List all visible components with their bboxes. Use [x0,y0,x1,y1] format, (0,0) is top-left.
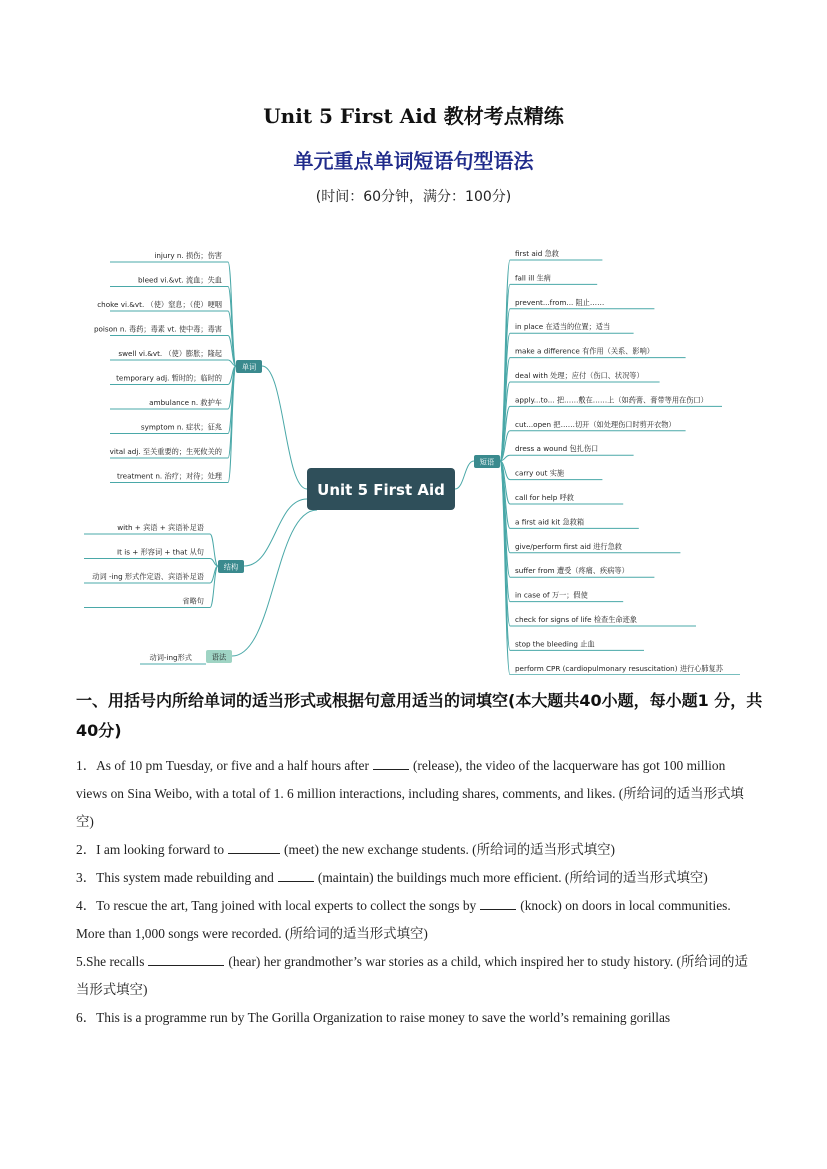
mind-map-word-node: injury n. 损伤；伤害 [154,251,222,260]
mind-map-structure-node: with + 宾语 + 宾语补足语 [117,523,204,532]
mind-map-phrase-node: call for help 呼救 [515,493,574,502]
mind-map-phrase-node: make a difference 有作用（关系、影响） [515,346,654,356]
mind-map-phrase-node: apply...to... 把……敷在……上（如药膏、膏带等用在伤口） [515,395,708,405]
mind-map-phrase-node: stop the bleeding 止血 [515,639,595,649]
answer-blank[interactable] [480,895,516,910]
mind-map-grammar-node: 动词-ing形式 [149,653,192,662]
mind-map-structure-node: 动词 -ing 形式作定语、宾语补足语 [92,572,204,581]
mind-map-word-node: swell vi.&vt. （使）膨胀；隆起 [118,349,222,358]
mind-map-word-node: symptom n. 症状；征兆 [140,422,222,432]
branch-label-words-text: 单词 [241,362,257,372]
mind-map [0,230,827,675]
mind-map-phrase-node: fall ill 生病 [515,273,551,283]
branch-label-phrases-text: 短语 [479,457,495,467]
mind-map-phrase-node: carry out 实施 [515,468,565,478]
mind-map-structure-node: 省略句 [182,596,204,606]
mind-map-phrase-node: perform CPR (cardiopulmonary resuscitation) 进行心肺复苏 [515,663,723,673]
answer-blank[interactable] [373,755,409,770]
question-item: 2．I am looking forward to (meet) the new exchange students. (所给词的适当形式填空) [76,836,756,864]
mind-map-phrase-node: in place 在适当的位置；适当 [515,322,611,332]
mind-map-phrase-node: in case of 万一；假使 [515,590,588,600]
question-item: 4．To rescue the art, Tang joined with local experts to collect the songs by (knock) on doors in local communities. More than 1,000 songs were recorded. (所给词的适当形式填空) [76,892,756,948]
mind-map-word-node: treatment n. 治疗；对待；处理 [117,471,222,481]
answer-blank[interactable] [278,867,314,882]
mind-map-phrase-node: prevent...from... 阻止…… [515,297,605,307]
time-info: (时间：60分钟，满分：100分) [315,189,512,205]
mind-map-word-node: ambulance n. 救护车 [149,398,222,407]
page-title: Unit 5 First Aid 教材考点精练 [263,104,564,128]
mind-map-word-node: poison n. 毒药；毒素 vt. 使中毒；毒害 [93,324,222,334]
branch-label-structures-text: 结构 [223,562,239,572]
answer-blank[interactable] [148,951,224,966]
mind-map-phrase-node: dress a wound 包扎伤口 [515,444,599,454]
mind-map-word-node: choke vi.&vt. （使）窒息；（使）哽咽 [97,300,222,309]
question-list [76,752,756,1032]
mind-map-phrase-node: deal with 处理；应付（伤口、状况等） [515,371,644,380]
mind-map-word-node: bleed vi.&vt. 流血；失血 [138,275,222,285]
mind-map-phrase-node: check for signs of life 检查生命迹象 [515,615,637,624]
mind-map-phrase-node: cut...open 把……切开（如处理伤口时剪开衣物） [515,419,676,429]
mind-map-phrase-node: suffer from 遭受（疼痛、疾病等） [515,566,629,576]
mind-map-word-node: vital adj. 至关重要的；生死攸关的 [109,447,222,456]
mind-map-center-label: Unit 5 First Aid [317,481,445,499]
mind-map-structure-node: It is + 形容词 + that 从句 [117,547,204,557]
mind-map-word-node: temporary adj. 暂时的；临时的 [116,373,222,383]
question-item: 6．This is a programme run by The Gorilla Organization to raise money to save the world’s remaining gorillas [76,1010,671,1025]
section-heading: 一、用括号内所给单词的适当形式或根据句意用适当的词填空(本大题共40小题，每小题1 分，共40分) [76,691,763,740]
question-item: 3．This system made rebuilding and (maintain) the buildings much more efficient. (所给词的适当形式填空) [76,864,756,892]
question-item: 1．As of 10 pm Tuesday, or five and a half hours after (release), the video of the lacquerware has got 100 million views on Sina Weibo, with a total of 1. 6 million interactions, including shares, comments, and likes. (所给词的适当形式填空) [76,752,756,836]
mind-map-phrase-node: a first aid kit 急救箱 [515,517,585,527]
mind-map-phrase-node: first aid 急救 [515,249,559,258]
answer-blank[interactable] [228,839,280,854]
question-item: 5.She recalls (hear) her grandmother’s war stories as a child, which inspired her to study history. (所给词的适当形式填空) [76,948,756,1004]
page-subtitle: 单元重点单词短语句型语法 [293,149,534,173]
branch-label-grammar-text: 语法 [211,652,227,662]
mind-map-phrase-node: give/perform first aid 进行急救 [515,541,622,551]
